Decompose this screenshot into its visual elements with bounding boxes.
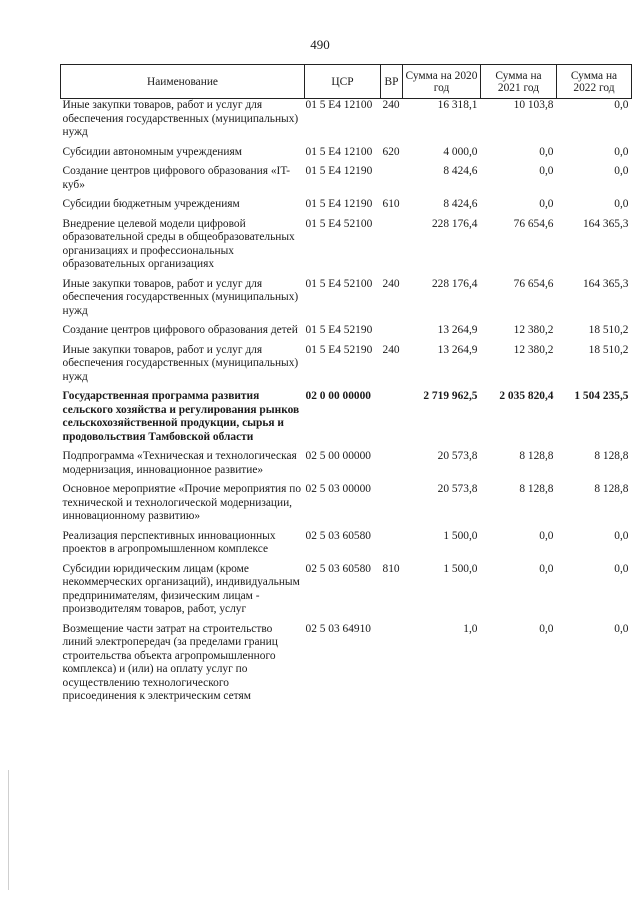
- row-vr-cell: 610: [382, 198, 400, 210]
- row-name-cell: Основное мероприятие «Прочие мероприятия по технической и технологической модернизации, инновационному развитию»: [62, 483, 302, 522]
- row-csr-cell: 02 0 00 00000: [305, 390, 371, 402]
- column-header-name: Наименование: [61, 65, 305, 99]
- row-sum-2022-cell: 0,0: [614, 99, 629, 111]
- table-row: [61, 99, 632, 146]
- row-sum-2021-cell: 0,0: [539, 622, 554, 635]
- row-sum-2022-cell: 0,0: [614, 529, 629, 542]
- table-row: [61, 390, 632, 450]
- row-sum-2021-cell: 12 380,2: [513, 343, 554, 356]
- row-name-cell: Иные закупки товаров, работ и услуг для обеспечения государственных (муниципальных) нужд: [62, 343, 299, 383]
- row-csr-cell: 02 5 03 60580: [305, 529, 371, 542]
- column-header-csr: ЦСР: [305, 65, 381, 99]
- row-sum-2021-cell: 0,0: [539, 529, 554, 542]
- row-sum-2020-cell: 1,0: [463, 622, 478, 635]
- row-name-cell: Реализация перспективных инновационных проектов в агропромышленном комплексе: [62, 529, 276, 555]
- row-sum-2022-cell: 164 365,3: [582, 217, 629, 230]
- row-vr-cell: [381, 530, 403, 563]
- row-sum-2021-cell: 0,0: [539, 145, 554, 158]
- column-header-sum-2021: Сумма на 2021 год: [481, 65, 557, 99]
- row-vr-cell: 240: [382, 277, 400, 290]
- row-sum-2020-cell: 16 318,1: [437, 99, 478, 111]
- row-name-cell: Государственная программа развития сельского хозяйства и регулирования рынков сельскохозяйственной продукции, сырья и продовольствия Тамбовской области: [62, 390, 300, 443]
- row-sum-2022-cell: 164 365,3: [582, 277, 629, 290]
- row-sum-2022-cell: 18 510,2: [588, 343, 629, 356]
- row-sum-2022-cell: 8 128,8: [594, 450, 629, 462]
- row-name-cell: Субсидии юридическим лицам (кроме некоммерческих организаций), индивидуальным предпринимателям, физическим лицам - производителям товаров, работ, услуг: [62, 562, 300, 615]
- row-name-cell: Возмещение части затрат на строительство линий электропередач (за пределами границ строительства объекта агропромышленного комплекса) и (или) на оплату услуг по осуществлению технологического присоединения к электрическим сетям: [62, 622, 278, 702]
- row-name-cell: Создание центров цифрового образования детей: [62, 324, 298, 336]
- row-csr-cell: 02 5 00 00000: [305, 450, 371, 462]
- row-sum-2022-cell: 0,0: [614, 622, 629, 635]
- row-name-cell: Субсидии автономным учреждениям: [62, 145, 242, 158]
- table-row: [61, 530, 632, 563]
- column-header-sum-2022: Сумма на 2022 год: [557, 65, 632, 99]
- row-name-cell: Внедрение целевой модели цифровой образовательной среды в общеобразовательных организациях и профессиональных образовательных организациях: [62, 217, 295, 270]
- scan-margin-mark: [8, 770, 9, 890]
- row-sum-2020-cell: 1 500,0: [443, 562, 478, 575]
- row-name-cell: Субсидии бюджетным учреждениям: [62, 198, 240, 210]
- row-sum-2022-cell: 0,0: [614, 198, 629, 210]
- row-sum-2021-cell: 0,0: [539, 562, 554, 575]
- row-sum-2020-cell: 20 573,8: [437, 483, 478, 495]
- table-row: [61, 198, 632, 218]
- row-vr-cell: 240: [382, 99, 400, 111]
- row-sum-2020-cell: 20 573,8: [437, 450, 478, 462]
- budget-table: [60, 64, 632, 710]
- row-sum-2020-cell: 2 719 962,5: [423, 390, 478, 402]
- table-row: [61, 146, 632, 166]
- row-sum-2021-cell: 8 128,8: [519, 450, 554, 462]
- table-row: [61, 218, 632, 278]
- table-row: [61, 165, 632, 198]
- column-header-vr: ВР: [381, 65, 403, 99]
- row-csr-cell: 01 5 Е4 52100: [305, 277, 373, 290]
- row-sum-2021-cell: 10 103,8: [513, 99, 554, 111]
- row-sum-2020-cell: 13 264,9: [437, 343, 478, 356]
- row-csr-cell: 02 5 03 00000: [305, 483, 371, 495]
- row-vr-cell: [381, 165, 403, 198]
- row-csr-cell: 01 5 Е4 52100: [305, 217, 373, 230]
- row-vr-cell: [381, 623, 403, 710]
- table-row: [61, 450, 632, 483]
- row-sum-2021-cell: 0,0: [539, 198, 554, 210]
- row-csr-cell: 01 5 Е4 12190: [305, 198, 373, 210]
- row-csr-cell: 01 5 Е4 52190: [305, 324, 373, 336]
- row-csr-cell: 02 5 03 64910: [305, 622, 371, 635]
- table-header-row: [61, 65, 632, 99]
- table-row: [61, 344, 632, 391]
- row-name-cell: Подпрограмма «Техническая и технологическая модернизация, инновационное развитие»: [62, 450, 297, 476]
- table-row: [61, 324, 632, 344]
- table-row: [61, 278, 632, 325]
- row-sum-2020-cell: 13 264,9: [437, 324, 478, 336]
- row-sum-2020-cell: 228 176,4: [431, 277, 478, 290]
- row-csr-cell: 02 5 03 60580: [305, 562, 371, 575]
- row-vr-cell: [381, 390, 403, 450]
- row-sum-2021-cell: 76 654,6: [513, 217, 554, 230]
- row-csr-cell: 01 5 Е4 12190: [305, 165, 373, 177]
- row-sum-2022-cell: 0,0: [614, 562, 629, 575]
- row-sum-2022-cell: 18 510,2: [588, 324, 629, 336]
- column-header-sum-2020: Сумма на 2020 год: [403, 65, 481, 99]
- row-name-cell: Создание центров цифрового образования «IT-куб»: [62, 165, 291, 191]
- row-sum-2022-cell: 1 504 235,5: [574, 390, 629, 402]
- row-vr-cell: [381, 324, 403, 344]
- row-sum-2022-cell: 8 128,8: [594, 483, 629, 495]
- row-sum-2020-cell: 1 500,0: [443, 529, 478, 542]
- row-sum-2022-cell: 0,0: [614, 165, 629, 177]
- row-csr-cell: 01 5 Е4 12100: [305, 145, 373, 158]
- row-sum-2020-cell: 4 000,0: [443, 145, 478, 158]
- row-name-cell: Иные закупки товаров, работ и услуг для обеспечения государственных (муниципальных) нужд: [62, 99, 299, 138]
- row-sum-2021-cell: 8 128,8: [519, 483, 554, 495]
- row-sum-2021-cell: 76 654,6: [513, 277, 554, 290]
- table-row: [61, 623, 632, 710]
- row-sum-2021-cell: 0,0: [539, 165, 554, 177]
- row-vr-cell: [381, 218, 403, 278]
- row-sum-2022-cell: 0,0: [614, 145, 629, 158]
- row-vr-cell: 810: [382, 562, 400, 575]
- row-vr-cell: 620: [382, 145, 400, 158]
- row-vr-cell: [381, 450, 403, 483]
- row-sum-2020-cell: 8 424,6: [443, 165, 478, 177]
- row-sum-2021-cell: 2 035 820,4: [499, 390, 554, 402]
- row-csr-cell: 01 5 Е4 52190: [305, 343, 373, 356]
- row-csr-cell: 01 5 Е4 12100: [305, 99, 373, 111]
- row-name-cell: Иные закупки товаров, работ и услуг для обеспечения государственных (муниципальных) нужд: [62, 277, 299, 317]
- row-sum-2021-cell: 12 380,2: [513, 324, 554, 336]
- table-row: [61, 483, 632, 530]
- row-sum-2020-cell: 228 176,4: [431, 217, 478, 230]
- row-vr-cell: 240: [382, 343, 400, 356]
- page-number: 490: [310, 37, 330, 52]
- row-sum-2020-cell: 8 424,6: [443, 198, 478, 210]
- table-row: [61, 563, 632, 623]
- row-vr-cell: [381, 483, 403, 530]
